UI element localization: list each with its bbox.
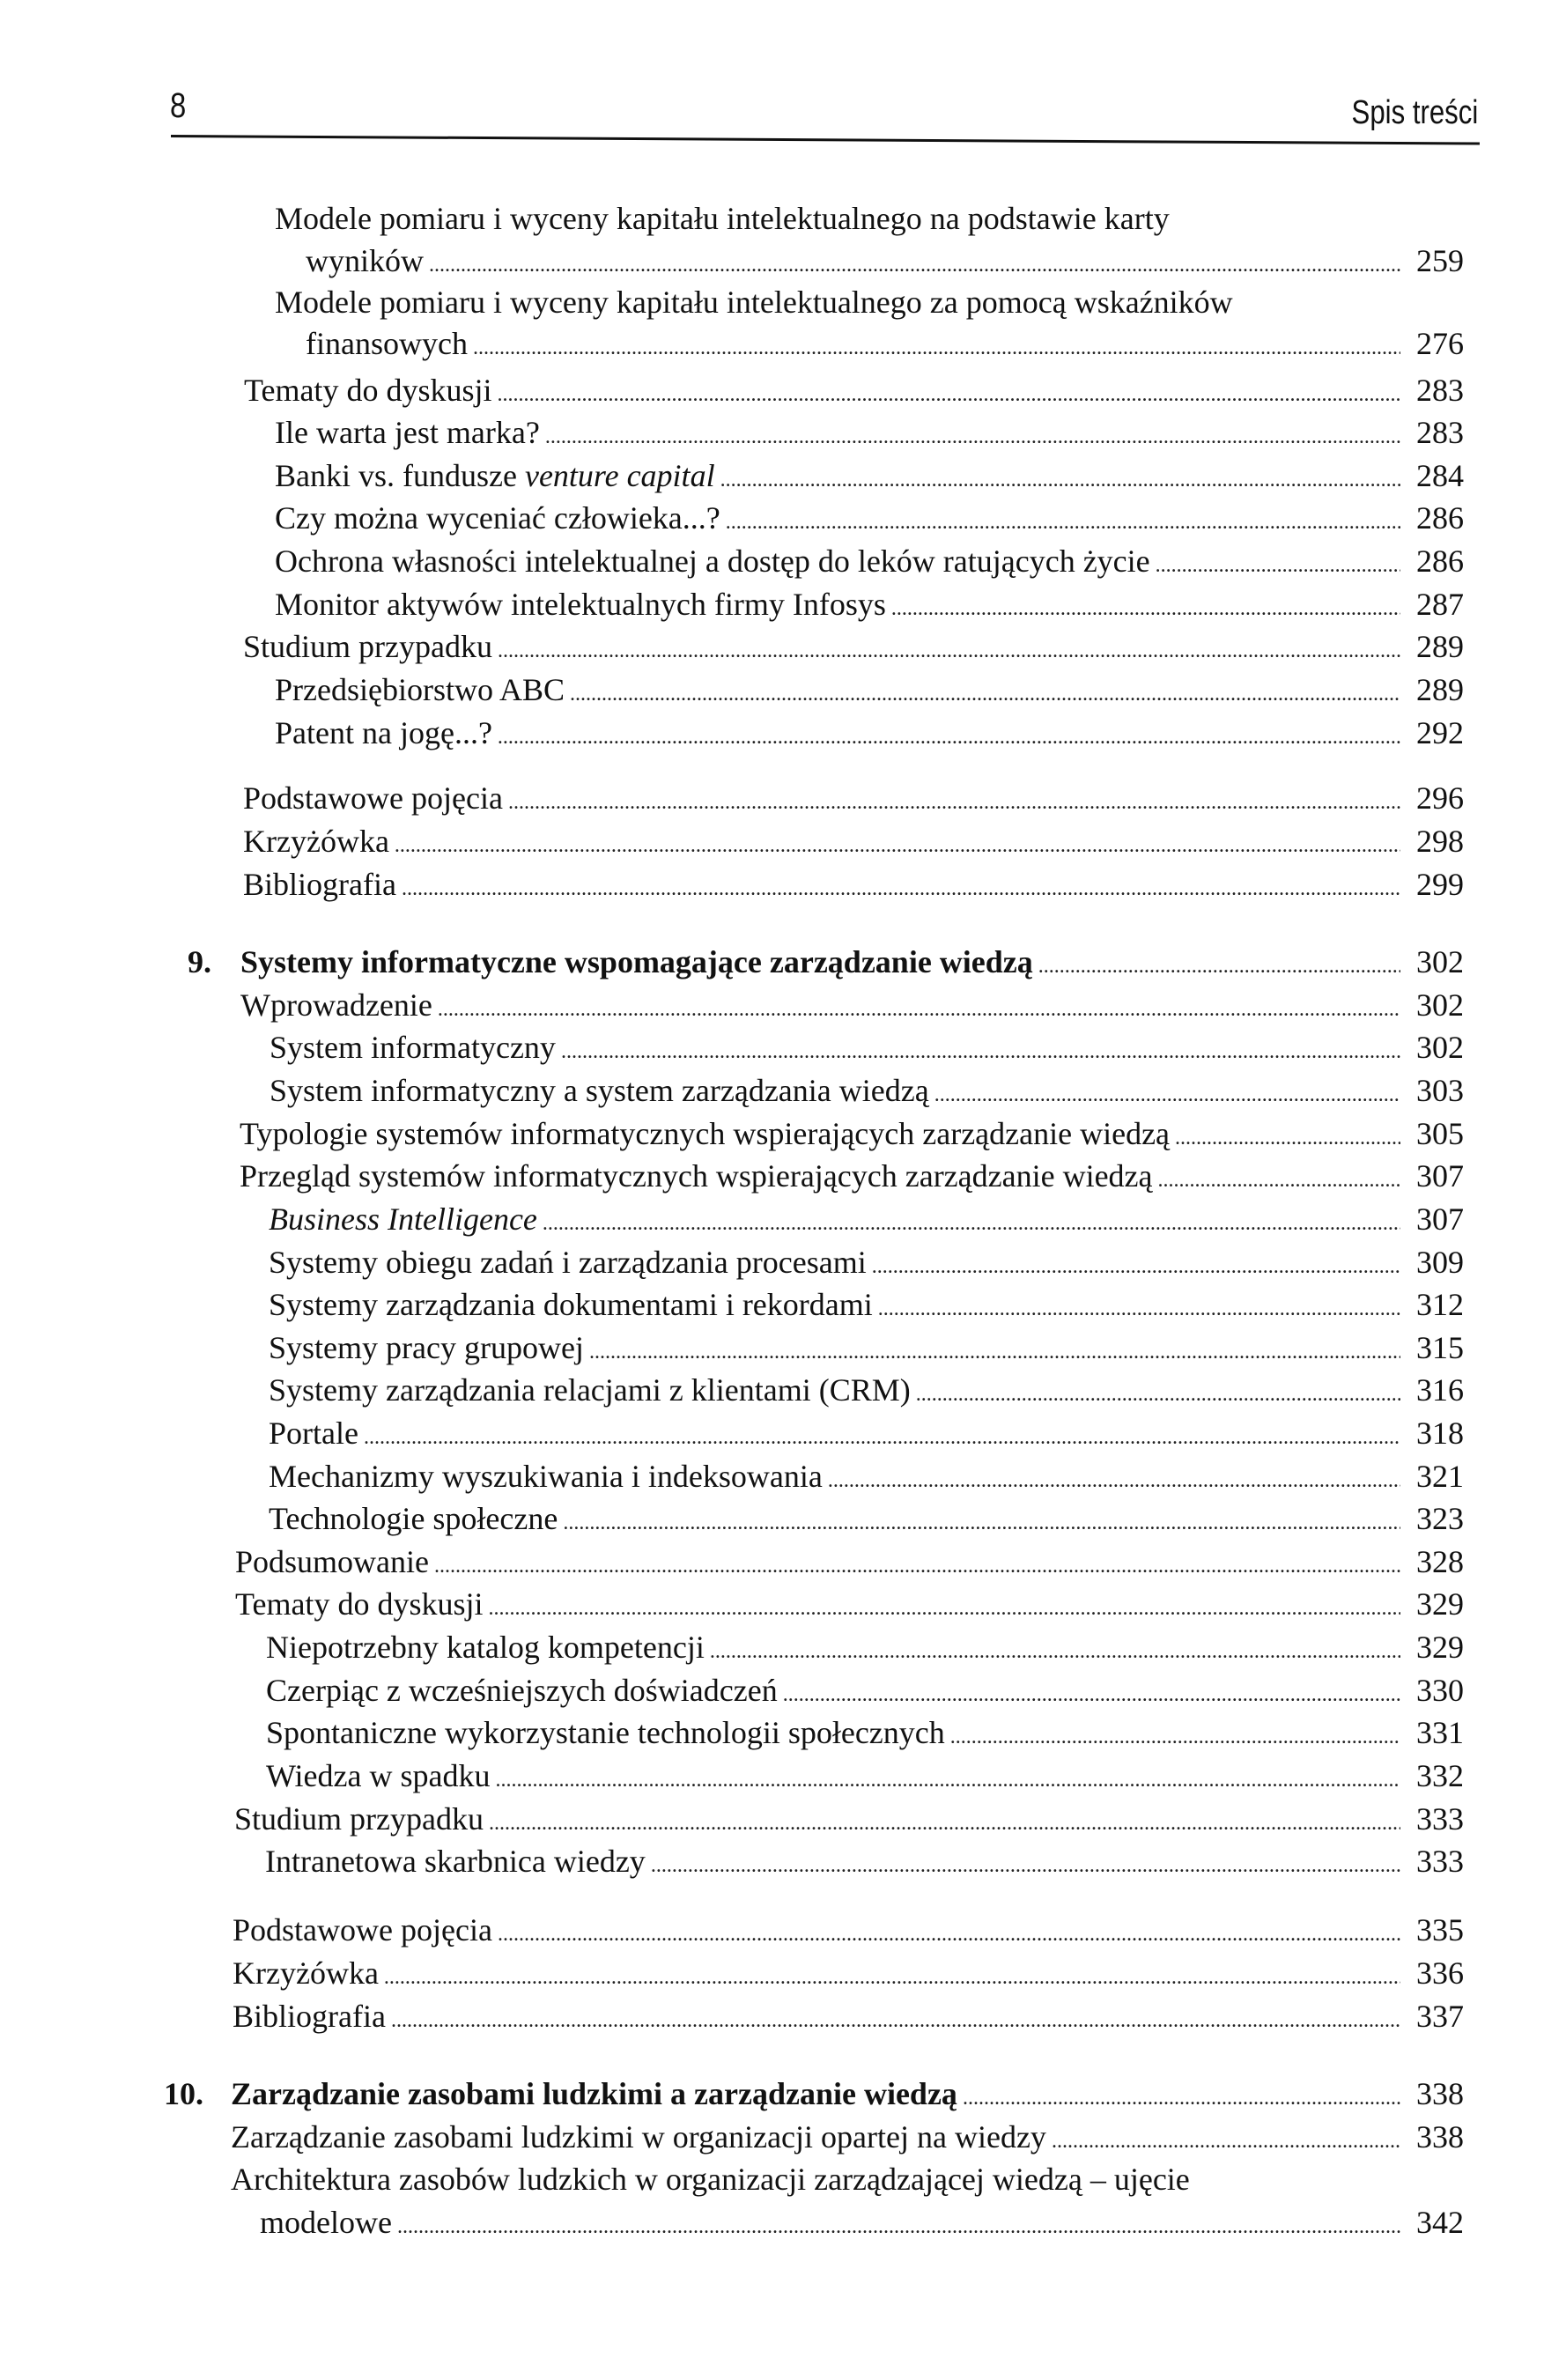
toc-entry[interactable] [244,369,1464,411]
toc-entry[interactable] [275,669,1464,711]
dot-leader [397,2206,1400,2248]
toc-entry-text-italic: venture capital [524,458,715,493]
toc-entry[interactable] [243,863,1464,905]
toc-page-number: 276 [1416,326,1464,361]
toc-entry-text: Tematy do dyskusji [235,1586,484,1622]
toc-entry[interactable] [235,1541,1464,1583]
dot-leader [429,244,1400,286]
toc-page-number: 283 [1416,415,1464,450]
toc-entry-text: Podstawowe pojęcia [243,780,503,816]
toc-entry-text: Przedsiębiorstwo ABC [275,672,565,707]
toc-entry[interactable] [266,1626,1464,1668]
toc-page-number: 309 [1416,1245,1464,1280]
toc-entry[interactable] [269,1412,1464,1454]
toc-entry[interactable] [269,1198,1464,1240]
dot-leader [916,1373,1400,1415]
dot-leader [498,1913,1400,1955]
toc-chapter-entry[interactable] [240,941,1464,983]
toc-page-number: 330 [1416,1673,1464,1708]
toc-entry-text: Systemy zarządzania relacjami z klientami (CRM) [269,1372,911,1408]
toc-page-number: 259 [1416,243,1464,278]
toc-entry-text: Bibliografia [243,867,396,902]
toc-entry-text: System informatyczny [270,1030,556,1065]
dot-leader [934,1074,1400,1116]
toc-page-number: 321 [1416,1459,1464,1494]
dot-leader [1156,544,1400,587]
toc-page-number: 283 [1416,373,1464,408]
dot-leader [364,1416,1400,1459]
toc-page-number: 286 [1416,500,1464,536]
toc-entry-text: Krzyżówka [243,824,389,859]
dot-leader [489,1802,1400,1844]
toc-entry-text: Monitor aktywów intelektualnych firmy Infosys [275,587,886,622]
toc-page-number: 333 [1416,1844,1464,1879]
toc-entry[interactable] [240,1112,1464,1155]
toc-page-number: 335 [1416,1912,1464,1948]
dot-leader [508,781,1400,824]
toc-page-number: 302 [1416,944,1464,979]
toc-page-number: 332 [1416,1758,1464,1793]
toc-entry-text: Przegląd systemów informatycznych wspierających zarządzanie wiedzą [240,1158,1153,1194]
toc-page-number: 329 [1416,1586,1464,1622]
page-number: 8 [170,86,187,125]
toc-entry[interactable] [269,1455,1464,1497]
toc-entry-text: wyników [306,243,424,278]
dot-leader [872,1245,1400,1288]
dot-leader [561,1031,1400,1073]
toc-entry-text: Bibliografia [233,1999,386,2034]
toc-entry-text: Mechanizmy wyszukiwania i indeksowania [269,1459,823,1494]
toc-page-number: 302 [1416,1030,1464,1065]
toc-page-number: 338 [1416,2119,1464,2155]
toc-page-number: 302 [1416,987,1464,1023]
toc-chapter-entry[interactable] [231,2073,1464,2115]
toc-entry[interactable] [269,1241,1464,1283]
toc-entry-text: Tematy do dyskusji [244,373,492,408]
toc-page-number: 315 [1416,1330,1464,1365]
toc-entry[interactable] [243,625,1464,668]
dot-leader [963,2077,1400,2119]
toc-page-number: 316 [1416,1372,1464,1408]
toc-page-number: 289 [1416,629,1464,664]
toc-entry-text: Wiedza w spadku [266,1758,491,1793]
dot-leader [570,673,1400,715]
toc-entry[interactable] [266,1711,1464,1754]
toc-entry-text: Typologie systemów informatycznych wspierających zarządzanie wiedzą [240,1116,1171,1151]
toc-entry[interactable] [235,1583,1464,1625]
toc-entry-text: Czerpiąc z wcześniejszych doświadczeń [266,1673,778,1708]
toc-entry[interactable] [233,1995,1464,2037]
toc-page-number: 338 [1416,2076,1464,2111]
toc-entry-text: Spontaniczne wykorzystanie technologii społecznych [266,1715,945,1750]
toc-entry-text: Ochrona własności intelektualnej a dostęp do leków ratujących życie [275,543,1150,579]
dot-leader [473,327,1400,369]
toc-entry-text: Modele pomiaru i wyceny kapitału intelektualnego na podstawie karty [275,201,1170,236]
dot-leader [545,416,1400,458]
toc-entry[interactable] [270,1026,1464,1068]
toc-entry[interactable] [234,1798,1464,1840]
toc-entry[interactable] [243,777,1464,819]
toc-entry-text: Czy można wyceniać człowieka...? [275,500,720,536]
toc-chapter-title: Systemy informatyczne wspomagające zarządzanie wiedzą [240,944,1033,979]
toc-page-number: 303 [1416,1073,1464,1108]
toc-entry-text-prefix: Banki vs. fundusze [275,458,525,493]
chapter-number: 9. [188,944,211,979]
toc-page-number: 298 [1416,824,1464,859]
toc-entry-text: Podsumowanie [235,1544,429,1579]
toc-page-number: 284 [1416,458,1464,493]
toc-page-number: 307 [1416,1158,1464,1194]
toc-page-number: 336 [1416,1955,1464,1991]
dot-leader [384,1956,1400,1999]
toc-page-number: 331 [1416,1715,1464,1750]
toc-entry-text: Systemy obiegu zadań i zarządzania procesami [269,1245,867,1280]
toc-entry[interactable] [260,2201,1464,2243]
toc-entry[interactable] [265,1840,1464,1882]
toc-page-number: 342 [1416,2205,1464,2240]
toc-entry-text: Business Intelligence [269,1201,537,1237]
toc-page-number: 286 [1416,543,1464,579]
toc-entry-text: Wprowadzenie [240,987,432,1023]
dot-leader [1052,2120,1400,2162]
toc-entry-text: Architektura zasobów ludzkich w organizacji zarządzającej wiedzą – ujęcie [231,2162,1190,2197]
toc-entry-text: Krzyżówka [233,1955,379,1991]
dot-leader [563,1502,1400,1544]
toc-entry[interactable] [269,1327,1464,1369]
toc-page-number: 318 [1416,1415,1464,1451]
toc-entry[interactable] [233,1909,1464,1951]
toc-entry[interactable] [269,1369,1464,1411]
toc-entry-text: Intranetowa skarbnica wiedzy [265,1844,646,1879]
toc-entry[interactable] [270,1069,1464,1112]
dot-leader [589,1331,1400,1373]
toc-entry[interactable] [233,1952,1464,1994]
toc-page-number: 333 [1416,1801,1464,1837]
dot-leader [783,1674,1400,1716]
toc-chapter-title: Zarządzanie zasobami ludzkimi a zarządzanie wiedzą [231,2076,957,2111]
toc-page-number: 323 [1416,1501,1464,1536]
toc-entry[interactable] [275,540,1464,582]
toc-entry-text: System informatyczny a system zarządzania wiedzą [270,1073,929,1108]
toc-page-number: 299 [1416,867,1464,902]
running-title: Spis treści [1351,94,1478,131]
toc-entry[interactable] [266,1669,1464,1711]
chapter-number: 10. [164,2076,203,2111]
toc-page-number: 296 [1416,780,1464,816]
toc-entry-text: Technologie społeczne [269,1501,558,1536]
dot-leader [495,1759,1400,1801]
toc-entry-text [275,455,715,497]
toc-entry-text: modelowe [260,2205,392,2240]
toc-entry-text: Systemy pracy grupowej [269,1330,584,1365]
toc-entry[interactable] [275,411,1464,454]
toc-entry-text: Systemy zarządzania dokumentami i rekordami [269,1287,873,1322]
toc-entry[interactable] [266,1755,1464,1797]
toc-entry[interactable] [269,1283,1464,1326]
dot-leader [710,1630,1400,1673]
toc-page-number: 305 [1416,1116,1464,1151]
toc-entry-text: Podstawowe pojęcia [233,1912,492,1948]
dot-leader [828,1460,1400,1502]
toc-page-number: 287 [1416,587,1464,622]
toc-page-number: 289 [1416,672,1464,707]
dot-leader [1175,1117,1400,1159]
header-rule [171,135,1480,145]
dot-leader [497,373,1400,416]
toc-entry[interactable] [231,2116,1464,2158]
toc-page-number: 337 [1416,1999,1464,2034]
toc-page-number: 329 [1416,1630,1464,1665]
toc-entry[interactable] [269,1497,1464,1540]
dot-leader [891,588,1400,630]
toc-page-number: 328 [1416,1544,1464,1579]
toc-entry[interactable] [243,820,1464,862]
dot-leader [402,868,1400,910]
toc-page-number: 292 [1416,715,1464,750]
dot-leader [950,1716,1400,1758]
dot-leader [434,1545,1400,1587]
toc-page-number: 307 [1416,1201,1464,1237]
dot-leader [1038,945,1400,987]
toc-entry-text: Ile warta jest marka? [275,415,540,450]
toc-entry[interactable] [240,984,1464,1026]
dot-leader [726,501,1400,543]
toc-entry-text: Zarządzanie zasobami ludzkimi w organizacji opartej na wiedzy [231,2119,1046,2155]
toc-entry-text: Portale [269,1415,358,1451]
dot-leader [651,1844,1400,1887]
toc-entry[interactable] [306,322,1464,365]
dot-leader [720,459,1400,501]
dot-leader [543,1202,1400,1245]
toc-page-number: 312 [1416,1287,1464,1322]
toc-entry-text: Studium przypadku [234,1801,484,1837]
toc-entry[interactable] [275,583,1464,625]
toc-entry-text: Niepotrzebny katalog kompetencji [266,1630,705,1665]
dot-leader [498,716,1400,758]
dot-leader [438,988,1400,1031]
toc-entry[interactable] [240,1155,1464,1197]
toc-entry-text: Patent na jogę...? [275,715,492,750]
dot-leader [878,1288,1400,1330]
toc-entry-text: Studium przypadku [243,629,492,664]
toc-entry[interactable] [275,455,1464,497]
toc-entry[interactable] [275,497,1464,539]
dot-leader [1158,1159,1400,1201]
toc-entry[interactable] [306,240,1464,282]
dot-leader [395,824,1400,867]
toc-entry[interactable] [275,712,1464,754]
dot-leader [391,1999,1400,2042]
dot-leader [488,1587,1400,1630]
toc-entry-text: finansowych [306,326,468,361]
dot-leader [498,630,1400,672]
toc-entry-text: Modele pomiaru i wyceny kapitału intelektualnego za pomocą wskaźników [275,285,1233,320]
